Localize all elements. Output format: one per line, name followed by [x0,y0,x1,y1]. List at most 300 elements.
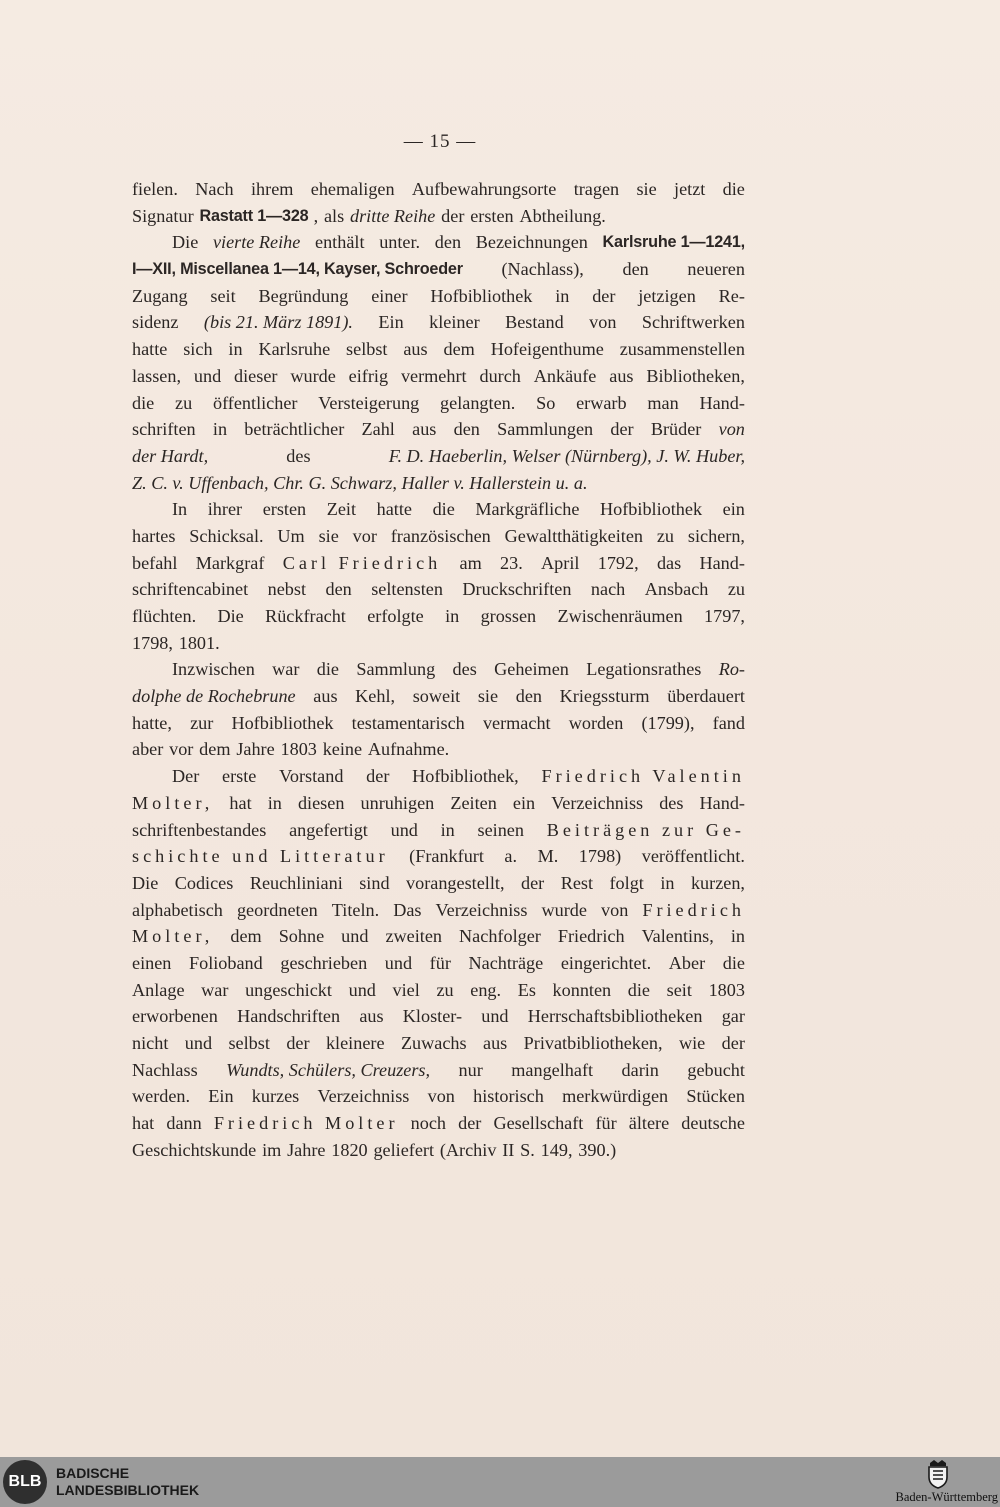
text-word: a. [504,846,518,867]
text-line [132,256,745,283]
text-word: der [458,1113,482,1134]
text-word: von [718,419,745,440]
text-word: konnten [552,979,612,1000]
text-word: Die [172,232,199,253]
text-word: gelangten. [440,392,516,413]
text-word: Verzeichniss [317,1086,410,1107]
text-word: ein [512,792,536,813]
text-word: in [212,419,228,440]
text-word: und [481,1006,509,1027]
text-word: Verzeichniss [551,792,644,813]
text-word: Hofbibliothek [231,712,334,733]
text-word: Ansbach [644,579,709,600]
text-line [132,203,745,230]
text-word: geschrieben [280,952,368,973]
text-word: Zuwachs [400,1033,467,1053]
text-word: ältere [628,1113,670,1134]
text-word: Herrschaftsbibliotheken [527,1006,703,1027]
text-line [132,336,745,363]
text-word: veröffentlicht. [641,846,745,867]
text-word: den [434,232,462,253]
text-word: sichern, [687,525,745,546]
text-word: zu [727,579,745,600]
text-word: 23. [500,552,523,573]
text-word: fand [712,712,745,733]
text-word: Nachträge [468,952,544,973]
text-word: Jahre [287,1139,326,1160]
body-text [132,176,745,1163]
text-line [132,790,745,817]
logo-text: BLB [8,1473,42,1490]
text-word: Stücken [686,1086,745,1107]
text-word: hatte, [132,712,172,733]
text-line [132,576,745,603]
text-word: Hofbibliothek, [412,766,519,787]
text-word: I—XII, Miscellanea 1—14, Kayser, Schroeder [132,260,463,279]
text-word: Valentins, [641,926,714,947]
text-word: den [515,686,542,707]
text-word: der Hardt, [132,445,209,466]
coat-of-arms-icon [925,1459,951,1489]
text-word: Kehl, [355,686,396,707]
text-word: Privatbibliotheken, [523,1033,663,1053]
text-word: und [348,979,376,1000]
text-word: seit [210,285,236,306]
text-word: Ein [378,312,404,333]
library-name-line1: BADISCHE [56,1465,130,1481]
text-word: , [313,205,319,226]
text-line [132,443,745,470]
text-word: sich [183,339,213,360]
text-word: in [440,819,455,840]
text-word: worden [568,712,624,733]
text-word: viel [392,979,420,1000]
text-word: 1798, [132,632,173,653]
text-word: gar [721,1006,745,1027]
text-word: 1801. [178,632,220,653]
library-name-line2: LANDESBIBLIOTHEK [56,1482,200,1498]
text-word: 1797, [704,606,745,626]
text-word: Nachlass [132,1059,198,1080]
text-word: ungeschickt [245,979,332,1000]
text-word: die [316,659,340,680]
text-word: schriften [132,419,196,440]
text-line [132,1057,745,1084]
text-line [132,630,745,657]
text-word: dem [199,739,231,760]
text-word: in [267,792,282,813]
text-word: Aufbewahrungsorte [411,179,557,199]
text-word: Nachfolger [459,926,541,947]
text-word: So [536,392,556,413]
text-word: der [286,1033,310,1053]
text-word: dem [443,339,475,360]
text-word: aus [483,1033,508,1053]
text-line [132,870,745,897]
text-word: in [445,606,460,626]
text-word: S. [520,1139,535,1160]
text-word: Hand- [699,392,745,413]
text-word: historisch [473,1086,544,1107]
text-word: der [520,872,545,893]
text-word: deutsche [681,1113,745,1134]
text-line [132,897,745,924]
text-word: Markgräfliche [475,499,580,520]
text-word: dieser [234,365,278,386]
text-word: aber [132,739,164,760]
text-word: Der [172,766,200,787]
text-word: eingerichtet. [560,952,652,973]
text-word: Aber [668,952,706,973]
text-word: kleinere [325,1033,385,1053]
text-word: der [441,205,465,226]
text-word: Reuchliniani [249,872,343,893]
text-word: sie [477,686,499,707]
text-line [132,1110,745,1137]
text-word: zu [656,525,675,546]
text-line [132,603,745,630]
text-word: Wundts, Schülers, Creuzers, [226,1059,431,1080]
text-word: nicht [132,1033,169,1053]
text-word: Hofbibliothek [430,285,533,306]
text-word: Nach [195,179,234,199]
text-word: kleiner [429,312,480,333]
text-word: seinen [477,819,524,840]
text-word: Verzeichniss [435,899,528,920]
text-word: lassen, [132,365,181,386]
text-word: Druckschriften [462,579,572,600]
text-word: April [541,552,580,573]
text-word: vor [352,525,377,546]
text-word: keine [322,739,363,760]
text-word: geordneten [236,899,318,920]
text-line [132,817,745,844]
text-word: Sammlungen [497,419,594,440]
text-word: geliefert [373,1139,435,1160]
text-word: Kloster- [402,1006,463,1027]
text-word: in [555,285,570,306]
text-word: Codices [174,872,234,893]
text-word: den [325,579,352,600]
text-word: aus [403,339,428,360]
text-word: Beiträgen zur Ge- [546,819,745,840]
text-word: hat [132,1113,155,1134]
text-word: eng. [470,979,502,1000]
text-word: II [502,1139,515,1160]
text-line [132,550,745,577]
text-word: ihrer [207,499,243,520]
text-word: ersten [470,205,514,226]
text-word: schriftencabinet [132,579,249,600]
text-word: vorangestellt, [406,872,505,893]
text-word: dann [166,1113,202,1134]
text-line [132,843,745,870]
text-word: ihrem [250,179,294,199]
text-word: fielen. [132,179,178,199]
text-word: M. [537,846,559,867]
text-word: befahl [132,552,178,573]
text-word: von [427,1086,455,1107]
text-word: Jahre [236,739,275,760]
text-word: Titeln. [331,899,380,920]
text-line [132,309,745,336]
text-word: Legationsrathes [586,659,702,680]
text-line [132,656,745,683]
text-word: Um [277,525,305,546]
text-word: Hofeigenthume [490,339,604,360]
page-number: — 15 — [403,131,477,152]
text-word: für [595,1113,617,1134]
text-word: einen [132,952,172,973]
text-word: Bestand [505,312,564,333]
text-word: noch [410,1113,446,1134]
text-word: erste [222,766,257,787]
text-word: vor [169,739,194,760]
text-word: aus [313,686,338,707]
text-word: Es [517,979,536,1000]
text-word: am [459,552,482,573]
text-word: zusammenstellen [619,339,745,360]
text-word: Rastatt 1—328 [199,206,309,225]
text-word: ehemaligen [310,179,395,199]
text-word: schichte und Litteratur [132,846,389,867]
text-word: Karlsruhe 1—1241, [602,233,745,252]
text-word: des [659,792,684,813]
text-word: (Archiv [439,1139,497,1160]
text-word: Zwischenräumen [557,606,683,626]
text-word: Molter, [132,792,214,813]
text-line [132,390,745,417]
text-line [132,977,745,1004]
text-word: tragen [573,179,620,199]
text-word: Geschichtskunde [132,1139,257,1160]
text-line [132,736,745,763]
text-word: seltensten [371,579,443,600]
text-word: testamentarisch [351,712,465,733]
text-word: angefertigt [289,819,368,840]
text-word: vermehrt [400,365,467,386]
text-word: durch [479,365,521,386]
text-word: die [132,392,155,413]
library-name[interactable] [56,1465,199,1499]
text-word: Gesellschaft [493,1113,584,1134]
text-word: merkwürdigen [562,1086,669,1107]
text-word: man [647,392,679,413]
text-word: kurzen, [690,872,745,893]
text-word: hartes [132,525,176,546]
text-word: Versteigerung [318,392,420,413]
text-word: Friedrich [557,926,625,947]
text-word: darin [621,1059,659,1080]
text-word: kurzes [251,1086,300,1107]
text-word: vierte Reihe [212,232,301,253]
text-word: die [722,952,745,973]
text-word: der [366,766,390,787]
text-line [132,523,745,550]
text-word: und [184,1033,213,1053]
text-word: dolphe de Rochebrune [132,686,296,707]
text-word: einer [371,285,408,306]
text-word: Folioband [188,952,263,973]
text-word: Re- [718,285,745,306]
text-word: Brüder [650,419,702,440]
text-word: schriftenbestandes [132,819,267,840]
text-word: der [721,1033,745,1053]
text-word: F. D. Haeberlin, Welser (Nürnberg), J. W. Huber, [388,445,745,466]
text-word: grossen [480,606,537,626]
text-word: Schriftwerken [641,312,745,333]
text-word: Zugang [132,285,188,306]
text-word: sie [636,179,657,199]
text-line [132,923,745,950]
text-line [132,1083,745,1110]
text-line [132,763,745,790]
text-word: nach [590,579,626,600]
text-word: 1798) [578,846,622,867]
text-word: neueren [687,259,745,280]
text-word: Rest [560,872,594,893]
text-word: aus [359,1006,384,1027]
text-word: folgt [609,872,644,893]
text-word: Ankäufe [533,365,597,386]
text-word: sidenz [132,312,179,333]
text-word: flüchten. [132,606,197,626]
text-word: Kriegssturm [559,686,650,707]
text-word: selbst [228,1033,270,1053]
text-word: unter. [379,232,421,253]
text-word: das [656,552,682,573]
text-word: wie [678,1033,706,1053]
text-word: war [272,659,300,680]
text-word: Bezeichnungen [475,232,588,253]
text-word: Hand- [699,552,745,573]
text-word: des [286,445,311,466]
text-line [132,470,745,497]
text-word: und [390,819,418,840]
text-word: dem [230,926,262,947]
text-word: Zeiten [450,792,497,813]
text-word: Karlsruhe [258,339,331,360]
text-word: (Nachlass), [501,259,584,280]
text-word: Sammlung [356,659,436,680]
text-line [132,283,745,310]
blb-logo[interactable] [3,1460,47,1504]
text-word: Das [393,899,422,920]
text-word: wurde [541,899,587,920]
text-word: Gewaltthätigkeiten [504,525,643,546]
text-word: Hand- [699,792,745,813]
text-word: sie [318,525,339,546]
text-word: und [193,365,222,386]
text-word: in [730,926,745,947]
text-word: Ein [208,1086,234,1107]
text-line [132,1030,745,1057]
text-word: Handschriften [237,1006,341,1027]
text-word: Friedrich Molter [213,1113,399,1134]
text-word: hat [229,792,252,813]
text-word: 149, [540,1139,573,1160]
text-word: (bis 21. März 1891). [203,312,353,333]
text-word: 1803 [280,739,317,760]
text-word: war [201,979,229,1000]
text-word: dritte Reihe [349,205,436,226]
text-word: zur [190,712,214,733]
text-word: Ro- [718,659,745,680]
text-word: zu [436,979,454,1000]
text-word: nebst [267,579,307,600]
text-word: hatte [376,499,412,520]
text-line [132,229,745,256]
text-line [132,1003,745,1030]
text-word: die [627,979,651,1000]
text-word: ein [722,499,745,520]
text-word: Schicksal. [189,525,264,546]
text-word: Die [217,606,244,626]
text-word: sind [359,872,390,893]
text-word: jetzt [674,179,706,199]
text-word: beträchtlicher [244,419,345,440]
text-line [132,683,745,710]
text-line [132,363,745,390]
text-line [132,416,745,443]
text-word: überdauert [667,686,745,707]
text-word: nur [458,1059,483,1080]
text-word: Vorstand [279,766,344,787]
text-word: von [601,899,629,920]
text-word: alphabetisch [132,899,223,920]
text-word: Bibliotheken, [646,365,745,386]
text-word: Inzwischen [172,659,255,680]
text-word: diesen [297,792,345,813]
text-word: die [432,499,455,520]
text-word: Hofbibliothek [600,499,703,520]
text-word: 1820 [331,1139,368,1160]
text-line [132,950,745,977]
text-line [132,1137,745,1164]
text-word: jetzigen [638,285,696,306]
text-word: 1803 [708,979,745,1000]
text-word: den [622,259,649,280]
text-word: zweiten [385,926,443,947]
text-word: wurde [290,365,336,386]
text-word: hatte [132,339,168,360]
text-word: Geheimen [494,659,569,680]
text-word: aus [412,419,437,440]
text-word: werden. [132,1086,191,1107]
text-word: In [172,499,188,520]
text-word: der [592,285,616,306]
state-label: Baden-Württemberg [895,1490,998,1504]
text-word: gebucht [687,1059,745,1080]
text-word: Friedrich Valentin [541,766,745,787]
text-word: seit [666,979,692,1000]
text-word: Anlage [132,979,185,1000]
text-word: eifrig [348,365,389,386]
text-word: Rückfracht [265,606,346,626]
text-word: erworbenen [132,1006,218,1027]
text-word: unruhigen [360,792,435,813]
text-word: in [660,872,675,893]
text-word: erwarb [576,392,627,413]
text-word: Friedrich [642,899,745,920]
text-word: Zahl [361,419,395,440]
text-word: Aufnahme. [367,739,450,760]
text-word: von [589,312,617,333]
text-word: des [452,659,477,680]
text-word: (1799), [641,712,695,733]
text-word: Sohne [278,926,325,947]
text-word: als [323,205,345,226]
